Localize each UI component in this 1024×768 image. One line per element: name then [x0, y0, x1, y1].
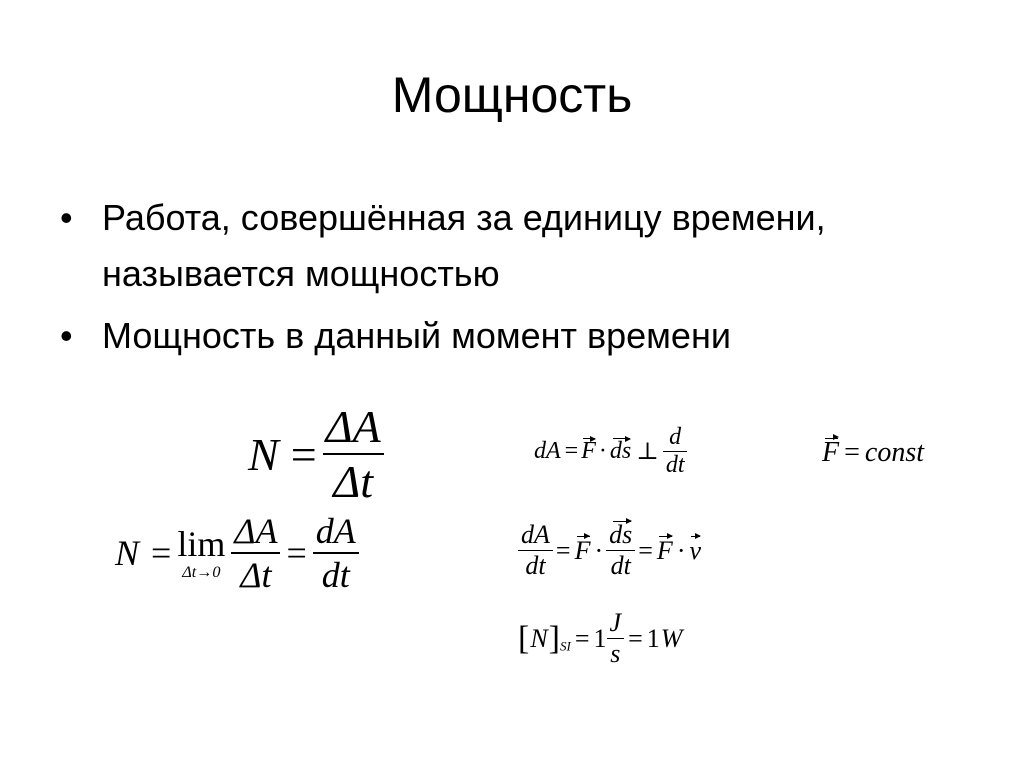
force-vector — [656, 536, 674, 566]
denominator: Δt — [333, 456, 374, 507]
formula-power-vector — [518, 520, 702, 581]
si-subscript: SI — [560, 638, 571, 654]
equals-sign: = — [574, 623, 590, 653]
force-symbol: F — [656, 535, 673, 565]
limit-label: lim — [177, 523, 226, 564]
fraction — [313, 510, 359, 596]
denominator: dt — [665, 452, 685, 478]
bullet-marker: • — [60, 315, 73, 356]
numerator: ΔA — [323, 400, 384, 455]
dot-operator: · — [676, 535, 686, 565]
perpendicular-symbol: ⊥ — [636, 439, 659, 465]
watt-unit: W — [660, 623, 683, 653]
power-symbol: N — [248, 428, 279, 480]
slide-title: Мощность — [391, 67, 633, 123]
numerator: ΔA — [231, 510, 280, 554]
force-symbol: F — [581, 438, 596, 464]
denominator: s — [610, 639, 621, 668]
bullet-list — [60, 190, 960, 370]
bullet-text: Мощность в данный момент времени — [102, 315, 731, 356]
fraction — [606, 520, 635, 581]
force-vector — [580, 438, 597, 465]
numerator: J — [607, 608, 625, 639]
denominator: Δt — [240, 555, 272, 595]
equals-sign: = — [564, 438, 579, 464]
formula-force-const — [822, 437, 924, 469]
bullet-item — [60, 190, 960, 302]
formula-average-power — [248, 400, 384, 508]
coefficient: 1 — [593, 623, 607, 653]
equals-sign: = — [290, 428, 317, 480]
fraction — [663, 424, 688, 479]
limit-subscript: Δt→0 — [182, 562, 221, 581]
numerator: dA — [313, 510, 359, 554]
denominator: dt — [610, 551, 631, 580]
limit-operator — [177, 523, 226, 581]
right-bracket: ] — [548, 619, 560, 657]
velocity-symbol: v — [689, 535, 702, 565]
denominator: dt — [321, 555, 350, 595]
numerator — [606, 520, 635, 551]
fraction — [607, 608, 625, 669]
force-vector — [574, 536, 592, 566]
fraction — [323, 400, 384, 508]
const-label: const — [864, 437, 925, 468]
power-symbol: N — [530, 623, 548, 653]
coefficient: 1 — [646, 623, 660, 653]
force-symbol: F — [822, 437, 840, 468]
equals-sign: = — [555, 535, 571, 565]
force-symbol: F — [574, 535, 591, 565]
equals-sign: = — [628, 623, 643, 653]
work-differential: dA — [534, 438, 561, 464]
formula-si-unit — [518, 608, 682, 669]
bullet-marker: • — [60, 197, 73, 238]
equals-sign: = — [638, 535, 653, 565]
fraction — [518, 520, 553, 581]
denominator: dt — [525, 551, 546, 580]
numerator: dA — [518, 520, 553, 551]
equals-sign: = — [286, 533, 307, 573]
bullet-text: Работа, совершённая за единицу времени, называется мощностью — [102, 197, 826, 294]
displacement-vector — [609, 438, 632, 465]
velocity-vector — [688, 536, 702, 566]
equals-sign: = — [844, 437, 860, 468]
displacement-symbol: ds — [609, 438, 632, 464]
dot-operator: · — [594, 535, 604, 565]
equals-sign: = — [151, 533, 172, 573]
numerator: d — [663, 424, 688, 452]
left-bracket: [ — [518, 619, 530, 657]
fraction — [231, 510, 280, 596]
displacement-symbol: ds — [609, 520, 633, 549]
formula-instant-power — [115, 510, 359, 596]
dot-operator: · — [598, 438, 607, 464]
power-symbol: N — [115, 533, 140, 573]
bullet-item — [60, 308, 960, 364]
formula-work-element — [534, 424, 687, 479]
